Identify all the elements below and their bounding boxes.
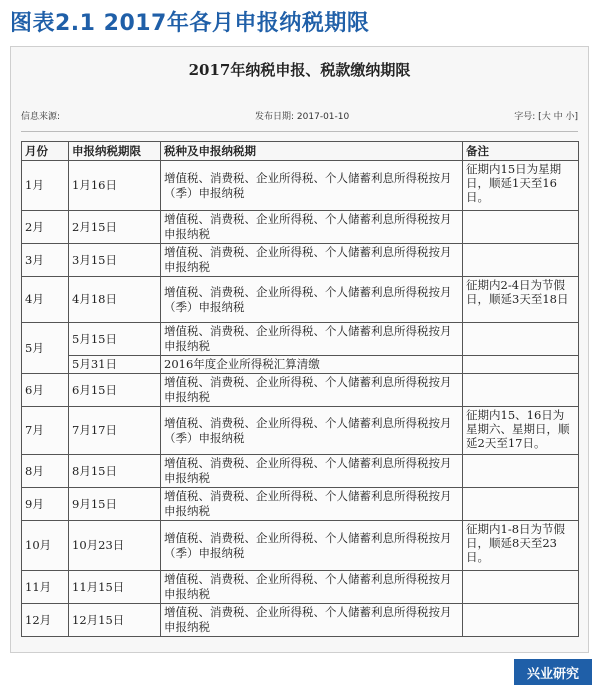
table-row: [22, 488, 579, 521]
cell-tax: 增值税、消费税、企业所得税、个人储蓄利息所得税按月申报纳税: [161, 488, 463, 521]
cell-tax: 增值税、消费税、企业所得税、个人储蓄利息所得税按月（季）申报纳税: [161, 277, 463, 323]
publish-date: [255, 109, 349, 122]
cell-deadline: 1月16日: [69, 161, 161, 211]
table-row: [22, 211, 579, 244]
cell-deadline: 12月15日: [69, 604, 161, 637]
cell-month: 6月: [22, 374, 69, 407]
table-row: [22, 277, 579, 323]
cell-note: [463, 244, 579, 277]
font-size-selector: 字号: [大 中 小]: [514, 112, 578, 122]
cell-note: [463, 356, 579, 374]
cell-note: [463, 455, 579, 488]
tax-schedule-table: [21, 141, 579, 637]
cell-note: 征期内1-8日为节假日，顺延8天至23日。: [463, 521, 579, 571]
font-size-small[interactable]: 小: [565, 112, 575, 122]
table-row: [22, 604, 579, 637]
cell-month: 8月: [22, 455, 69, 488]
table-row: [22, 455, 579, 488]
cell-month: 7月: [22, 407, 69, 455]
cell-note: [463, 604, 579, 637]
cell-deadline: 3月15日: [69, 244, 161, 277]
cell-note: 征期内2-4日为节假日，顺延3天至18日: [463, 277, 579, 323]
cell-note: [463, 488, 579, 521]
table-row: [22, 323, 579, 356]
brand-badge: 兴业研究: [514, 659, 592, 685]
cell-tax: 增值税、消费税、企业所得税、个人储蓄利息所得税按月（季）申报纳税: [161, 521, 463, 571]
cell-deadline: 2月15日: [69, 211, 161, 244]
cell-month: 5月: [22, 323, 69, 374]
document-panel: [10, 46, 589, 653]
cell-deadline: 4月18日: [69, 277, 161, 323]
cell-note: 征期内15日为星期日，顺延1天至16日。: [463, 161, 579, 211]
figure-title: 图表2.1 2017年各月申报纳税期限: [10, 11, 370, 36]
cell-deadline: 9月15日: [69, 488, 161, 521]
cell-deadline: 7月17日: [69, 407, 161, 455]
cell-month: 9月: [22, 488, 69, 521]
cell-note: [463, 323, 579, 356]
cell-tax: 增值税、消费税、企业所得税、个人储蓄利息所得税按月（季）申报纳税: [161, 407, 463, 455]
table-header-row: [22, 142, 579, 161]
cell-tax: 增值税、消费税、企业所得税、个人储蓄利息所得税按月申报纳税: [161, 374, 463, 407]
header-tax-type: 税种及申报纳税期: [161, 142, 463, 161]
cell-month: 10月: [22, 521, 69, 571]
table-row: [22, 356, 579, 374]
table-row: [22, 521, 579, 571]
meta-bar: [21, 109, 578, 125]
header-note: 备注: [463, 142, 579, 161]
cell-deadline: 8月15日: [69, 455, 161, 488]
cell-month: 12月: [22, 604, 69, 637]
cell-month: 1月: [22, 161, 69, 211]
cell-tax: 增值税、消费税、企业所得税、个人储蓄利息所得税按月申报纳税: [161, 455, 463, 488]
source-label: 信息来源:: [21, 112, 61, 122]
font-size-label: 字号:: [514, 112, 536, 122]
cell-tax: 增值税、消费税、企业所得税、个人储蓄利息所得税按月（季）申报纳税: [161, 161, 463, 211]
cell-note: [463, 374, 579, 407]
cell-deadline: 10月23日: [69, 521, 161, 571]
header-deadline: 申报纳税期限: [69, 142, 161, 161]
cell-deadline: 5月15日: [69, 323, 161, 356]
cell-deadline: 11月15日: [69, 571, 161, 604]
cell-tax: 增值税、消费税、企业所得税、个人储蓄利息所得税按月申报纳税: [161, 244, 463, 277]
table-row: [22, 571, 579, 604]
cell-tax: 增值税、消费税、企业所得税、个人储蓄利息所得税按月申报纳税: [161, 571, 463, 604]
cell-note: 征期内15、16日为星期六、星期日，顺延2天至17日。: [463, 407, 579, 455]
font-size-large[interactable]: 大: [541, 112, 551, 122]
cell-tax: 增值税、消费税、企业所得税、个人储蓄利息所得税按月申报纳税: [161, 604, 463, 637]
cell-note: [463, 211, 579, 244]
date-label: 发布日期:: [255, 112, 295, 122]
table-row: [22, 407, 579, 455]
date-value: 2017-01-10: [296, 112, 350, 122]
cell-month: 2月: [22, 211, 69, 244]
table-row: [22, 244, 579, 277]
header-month: 月份: [22, 142, 69, 161]
cell-note: [463, 571, 579, 604]
cell-tax: 2016年度企业所得税汇算清缴: [161, 356, 463, 374]
divider: [21, 131, 578, 132]
cell-tax: 增值税、消费税、企业所得税、个人储蓄利息所得税按月申报纳税: [161, 323, 463, 356]
cell-deadline: 6月15日: [69, 374, 161, 407]
cell-month: 11月: [22, 571, 69, 604]
font-size-medium[interactable]: 中: [553, 112, 563, 122]
cell-month: 4月: [22, 277, 69, 323]
table-row: [22, 374, 579, 407]
cell-month: 3月: [22, 244, 69, 277]
document-title: 2017年纳税申报、税款缴纳期限: [188, 61, 411, 79]
table-row: [22, 161, 579, 211]
cell-tax: 增值税、消费税、企业所得税、个人储蓄利息所得税按月申报纳税: [161, 211, 463, 244]
cell-deadline: 5月31日: [69, 356, 161, 374]
